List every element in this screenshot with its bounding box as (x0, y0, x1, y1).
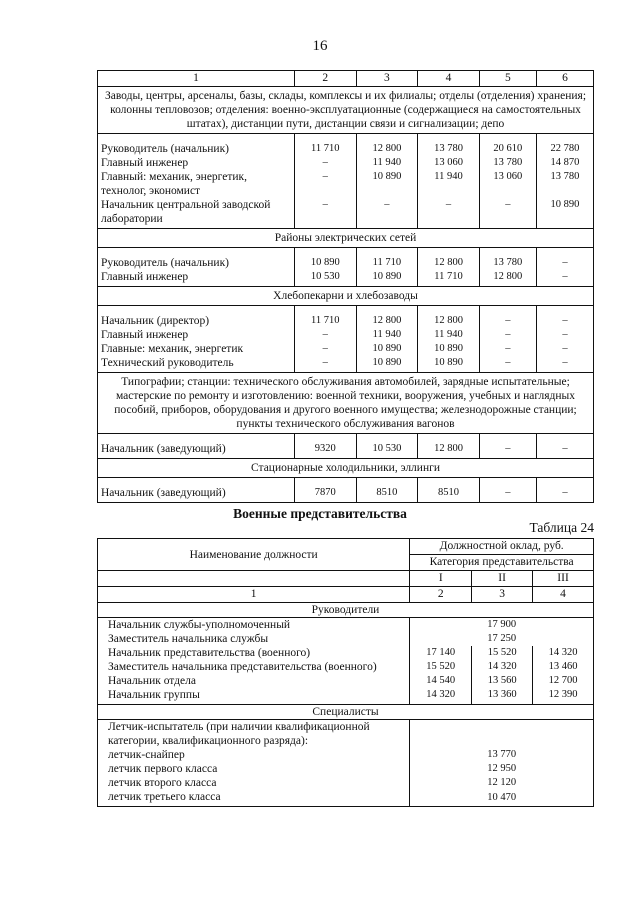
salary-value: 13 780 (418, 134, 480, 157)
salary-value: 17 140 (410, 646, 472, 660)
table-row (98, 660, 594, 674)
salary-value: – (295, 342, 357, 356)
salary-value: 13 780 (479, 156, 536, 170)
table-row (98, 198, 594, 229)
salary-table-continued (97, 70, 594, 503)
table-row (98, 790, 594, 807)
salary-value: 13 060 (479, 170, 536, 198)
position-name: Начальник представительства (военного) (98, 646, 410, 660)
position-name: Начальник (заведующий) (98, 478, 295, 503)
cat-label: II (472, 571, 533, 587)
salary-value: – (295, 198, 357, 229)
salary-value: 17 250 (410, 632, 594, 646)
position-name: Начальник отдела (98, 674, 410, 688)
salary-value: 10 530 (356, 434, 418, 459)
table-row (98, 342, 594, 356)
salary-value: 10 890 (418, 342, 480, 356)
table-row (98, 434, 594, 459)
group-heading: Руководители (98, 603, 594, 618)
position-name: Главный инженер (98, 156, 295, 170)
salary-value: – (479, 342, 536, 356)
salary-value: 11 940 (356, 156, 418, 170)
position-name: Начальник (директор) (98, 306, 295, 329)
col-number: 5 (479, 71, 536, 87)
salary-value: 11 710 (295, 134, 357, 157)
salary-value: 12 390 (533, 688, 594, 705)
position-name: Заместитель начальника представительства (военного) (98, 660, 410, 674)
table-row (98, 356, 594, 373)
section-heading: Типографии; станции: технического обслуживания автомобилей, зарядные испытательные; мастерские по ремонту и изготовлению: военной техники, вооружения, учебных и наглядных пособий, приборов, оборудования и другого военного имущества; железнодорожные станции; пункты технического обслуживания вагонов (98, 373, 594, 434)
table-row (98, 646, 594, 660)
salary-value: 10 890 (356, 342, 418, 356)
salary-value: 13 560 (472, 674, 533, 688)
salary-value: 12 700 (533, 674, 594, 688)
salary-value: – (295, 328, 357, 342)
salary-value: – (536, 478, 593, 503)
col-number: 3 (356, 71, 418, 87)
cat-label: I (410, 571, 472, 587)
salary-value: 10 890 (295, 248, 357, 271)
salary-value: 10 530 (295, 270, 357, 287)
section-heading: Хлебопекарни и хлебозаводы (98, 287, 594, 306)
salary-value: – (356, 198, 418, 229)
head-category: Категория представительства (410, 555, 594, 571)
salary-value: 12 800 (356, 134, 418, 157)
salary-value: 14 320 (472, 660, 533, 674)
col-number: 1 (98, 71, 295, 87)
position-name: Начальник (заведующий) (98, 434, 295, 459)
salary-value: 10 890 (536, 198, 593, 229)
position-name: Руководитель (начальник) (98, 248, 295, 271)
position-name: летчик третьего класса (98, 790, 410, 807)
salary-value: – (295, 170, 357, 198)
position-name: Руководитель (начальник) (98, 134, 295, 157)
salary-value: – (536, 434, 593, 459)
table-row (98, 478, 594, 503)
salary-value: – (479, 198, 536, 229)
salary-value: 17 900 (410, 618, 594, 633)
position-name: Главный: механик, энергетик, технолог, экономист (98, 170, 295, 198)
salary-value: 11 710 (418, 270, 480, 287)
salary-value: 20 610 (479, 134, 536, 157)
salary-value: 10 890 (356, 270, 418, 287)
col-number: 3 (472, 587, 533, 603)
table-row (98, 748, 594, 762)
salary-value: 10 890 (356, 356, 418, 373)
salary-value: – (536, 270, 593, 287)
table-row (98, 618, 594, 633)
salary-value: 13 770 (410, 748, 594, 762)
salary-value: 14 870 (536, 156, 593, 170)
salary-value: – (479, 356, 536, 373)
position-name: Главные: механик, энергетик (98, 342, 295, 356)
salary-value: – (295, 356, 357, 373)
position-name: летчик первого класса (98, 762, 410, 776)
salary-value: 11 940 (418, 328, 480, 342)
salary-value: 14 320 (410, 688, 472, 705)
salary-value: – (479, 478, 536, 503)
salary-value: 13 460 (533, 660, 594, 674)
salary-value: 13 780 (479, 248, 536, 271)
salary-value: 12 800 (479, 270, 536, 287)
position-name: летчик второго класса (98, 776, 410, 790)
salary-value: 11 940 (418, 170, 480, 198)
salary-value: 13 360 (472, 688, 533, 705)
salary-value: – (479, 306, 536, 329)
table-row (98, 248, 594, 271)
col-number: 6 (536, 71, 593, 87)
salary-value: 15 520 (410, 660, 472, 674)
position-name: Начальник центральной заводской лаборатории (98, 198, 295, 229)
col-number: 2 (295, 71, 357, 87)
page-number: 16 (312, 38, 328, 54)
position-name: Начальник службы-уполномоченный (98, 618, 410, 633)
salary-value: – (536, 328, 593, 342)
head-salary: Должностной оклад, руб. (410, 539, 594, 555)
position-name: Технический руководитель (98, 356, 295, 373)
position-name: летчик-снайпер (98, 748, 410, 762)
table-row (98, 688, 594, 705)
salary-value: 12 800 (418, 434, 480, 459)
salary-value: 8510 (356, 478, 418, 503)
head-name: Наименование должности (98, 539, 410, 571)
table-row (98, 762, 594, 776)
salary-value: – (536, 342, 593, 356)
position-name: Главный инженер (98, 328, 295, 342)
cat-label: III (533, 571, 594, 587)
salary-value: – (536, 306, 593, 329)
section-title: Военные представительства (233, 506, 407, 521)
salary-value: 10 890 (418, 356, 480, 373)
salary-value: – (479, 328, 536, 342)
table-row (98, 776, 594, 790)
table-row (98, 170, 594, 198)
table-row (98, 720, 594, 749)
section-heading: Стационарные холодильники, эллинги (98, 459, 594, 478)
col-number: 4 (418, 71, 480, 87)
position-name: Главный инженер (98, 270, 295, 287)
salary-value: 12 950 (410, 762, 594, 776)
salary-value: 9320 (295, 434, 357, 459)
salary-value (410, 720, 594, 749)
table-row (98, 632, 594, 646)
salary-value: – (295, 156, 357, 170)
salary-value: 14 320 (533, 646, 594, 660)
col-number: 1 (98, 587, 410, 603)
salary-value: 10 470 (410, 790, 594, 807)
col-number: 2 (410, 587, 472, 603)
salary-value: 15 520 (472, 646, 533, 660)
salary-value: – (536, 248, 593, 271)
salary-value: 11 940 (356, 328, 418, 342)
military-representations-table (97, 538, 594, 807)
salary-value: 10 890 (356, 170, 418, 198)
col-number: 4 (533, 587, 594, 603)
salary-value: 11 710 (295, 306, 357, 329)
salary-value: 13 780 (536, 170, 593, 198)
section-heading: Заводы, центры, арсеналы, базы, склады, комплексы и их филиалы; отделы (отделения) хранения; колонны тепловозов; отделения: военно-эксплуатационные (содержащиеся на самостоятельных штатах), дистанции пути, дистанции связи и сигнализации; депо (98, 87, 594, 134)
salary-value: 12 800 (356, 306, 418, 329)
table-row (98, 156, 594, 170)
table-row (98, 674, 594, 688)
table-label: Таблица 24 (529, 520, 594, 535)
table-row (98, 306, 594, 329)
table-row (98, 134, 594, 157)
salary-value: 8510 (418, 478, 480, 503)
section-heading: Районы электрических сетей (98, 229, 594, 248)
salary-value: 13 060 (418, 156, 480, 170)
group-heading: Специалисты (98, 705, 594, 720)
table-row (98, 328, 594, 342)
salary-value: 7870 (295, 478, 357, 503)
table-row (98, 270, 594, 287)
salary-value: – (418, 198, 480, 229)
salary-value: 12 800 (418, 248, 480, 271)
position-name: Начальник группы (98, 688, 410, 705)
salary-value: 14 540 (410, 674, 472, 688)
position-name: Заместитель начальника службы (98, 632, 410, 646)
salary-value: 12 800 (418, 306, 480, 329)
salary-value: 12 120 (410, 776, 594, 790)
salary-value: – (536, 356, 593, 373)
salary-value: 11 710 (356, 248, 418, 271)
salary-value: 22 780 (536, 134, 593, 157)
position-name: Летчик-испытатель (при наличии квалификационной категории, квалификационного разряда): (98, 720, 410, 749)
salary-value: – (479, 434, 536, 459)
